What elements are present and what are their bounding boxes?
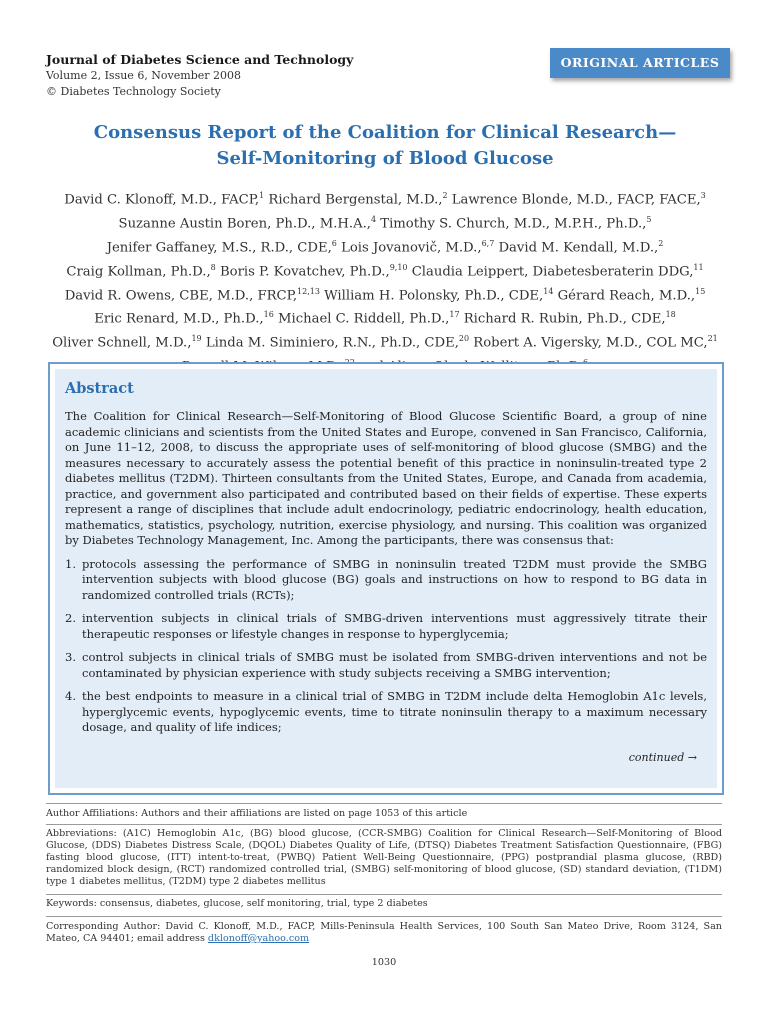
affiliation-marker: 8 — [210, 262, 216, 272]
author-name: Eric Renard, M.D., Ph.D., — [94, 311, 264, 327]
copyright-line: © Diabetes Technology Society — [46, 85, 221, 98]
affiliation-marker: 11 — [693, 262, 704, 272]
author-name: Suzanne Austin Boren, Ph.D., M.H.A., — [118, 216, 371, 232]
author-name: David M. Kendall, M.D., — [494, 240, 659, 256]
volume-line: Volume 2, Issue 6, November 2008 — [46, 69, 242, 82]
consensus-list — [65, 557, 707, 736]
abstract-box — [48, 362, 724, 795]
author-name: Lawrence Blonde, M.D., FACP, FACE, — [447, 192, 701, 208]
title-line-2: Self-Monitoring of Blood Glucose — [216, 148, 554, 169]
author-line — [30, 258, 740, 282]
journal-name: Journal of Diabetes Science and Technology — [46, 52, 354, 67]
affiliation-marker: 5 — [646, 214, 652, 224]
abstract-heading: Abstract — [65, 380, 134, 397]
author-name: Gérard Reach, M.D., — [553, 287, 696, 303]
author-line — [30, 186, 740, 210]
page-number: 1030 — [371, 957, 397, 968]
author-line — [30, 234, 740, 258]
list-item-number: 4. — [65, 689, 76, 703]
author-affiliations-note: Author Affiliations: Authors and their affiliations are listed on page 1053 of this article — [46, 808, 468, 819]
author-name: Robert A. Vigersky, M.D., COL MC, — [469, 335, 708, 351]
list-item-number: 3. — [65, 650, 76, 664]
list-item-number: 1. — [65, 556, 76, 571]
affiliation-marker: 6,7 — [481, 238, 495, 248]
author-name: Richard Bergenstal, M.D., — [264, 192, 443, 208]
continued-label: continued → — [628, 751, 697, 764]
author-name: Claudia Leippert, Diabetesberaterin DDG, — [407, 264, 694, 280]
affiliation-marker: 1 — [259, 191, 265, 200]
author-name: Timothy S. Church, M.D., M.P.H., Ph.D., — [376, 216, 647, 232]
abbreviations-note: Abbreviations: (A1C) Hemoglobin A1c, (BG) blood glucose, (CCR-SMBG) Coalition for Clinical Research—Self-Monitoring of Blood Glucose, (DDS) Diabetes Distress Scale, (DQOL) Diabetes Quality of Life, (DTSQ) Diabetes Treatment Satisfaction Questionnaire, (FBG) fasting blood glucose, (ITT) intent-to-treat, (PWBQ) Patient Well-Being Questionnaire, (PPG) postprandial plasma glucose, (RBD) randomized block design, (RCT) randomized controlled trial, (SMBG) self-monitoring of blood glucose, (SD) standard deviation, (T1DM) type 1 diabetes mellitus, (T2DM) type 2 diabetes mellitus — [46, 828, 722, 887]
article-title — [40, 120, 730, 172]
affiliation-marker: 15 — [695, 286, 706, 296]
title-line-1: Consensus Report of the Coalition for Clinical Research— — [93, 122, 677, 143]
email-link[interactable]: dklonoff@yahoo.com — [207, 933, 310, 944]
affiliation-marker: 2 — [442, 191, 448, 200]
divider — [46, 824, 722, 825]
author-name: David C. Klonoff, M.D., FACP, — [64, 192, 260, 208]
abstract-panel — [55, 369, 717, 788]
author-line — [30, 329, 740, 353]
author-name: Lois Jovanovič, M.D., — [336, 240, 482, 256]
author-line — [30, 210, 740, 234]
author-name: Oliver Schnell, M.D., — [52, 335, 192, 351]
list-item-text: control subjects in clinical trials of SMBG must be isolated from SMBG-driven interventions and not be contaminated by physician experience with study subjects receiving a SMBG intervention; — [82, 650, 707, 680]
affiliation-marker: 20 — [458, 334, 470, 344]
author-name: Linda M. Siminiero, R.N., Ph.D., CDE, — [201, 335, 459, 351]
author-line — [30, 305, 740, 329]
affiliation-marker: 18 — [665, 310, 676, 320]
affiliation-marker: 2 — [658, 238, 664, 248]
list-item — [65, 689, 707, 736]
abstract-body: The Coalition for Clinical Research—Self-Monitoring of Blood Glucose Scientific Board, a group of nine academic clinicians and scientists from the United States and Europe, convened in San Francisco, California, on June 11–12, 2008, to discuss the appropriate uses of self-monitoring of blood glucose (SMBG) and the measures necessary to accurately assess the potential benefit of this practice in noninsulin-treated type 2 diabetes mellitus (T2DM). Thirteen consultants from the United States, Europe, and Canada from academia, practice, and government also participated and contributed based on their fields of expertise. These experts represent a range of disciplines that include adult endocrinology, pediatric endocrinology, health education, mathematics, statistics, psychology, nutrition, exercise physiology, and nursing. This coalition was organized by Diabetes Technology Management, Inc. Among the participants, there was consensus that: — [65, 409, 707, 547]
affiliation-marker: 17 — [449, 310, 460, 320]
author-line — [30, 282, 740, 306]
affiliation-marker: 6 — [331, 238, 337, 248]
section-badge: ORIGINAL ARTICLES — [550, 48, 730, 78]
affiliation-marker: 21 — [707, 334, 718, 344]
list-item — [65, 611, 707, 642]
affiliation-marker: 14 — [543, 286, 554, 296]
author-name: Boris P. Kovatchev, Ph.D., — [215, 264, 390, 280]
author-name: William H. Polonsky, Ph.D., CDE, — [319, 287, 544, 303]
list-item-text: protocols assessing the performance of SMBG in noninsulin treated T2DM must provide the SMBG intervention subjects with blood glucose (BG) goals and instructions on how to respond to BG data in randomized controlled trials (RCTs); — [82, 556, 707, 602]
affiliation-marker: 4 — [371, 214, 377, 224]
affiliation-marker: 19 — [191, 334, 202, 344]
divider — [46, 894, 722, 895]
affiliation-marker: 12,13 — [297, 286, 320, 296]
list-item — [65, 557, 707, 604]
author-name: David R. Owens, CBE, M.D., FRCP, — [64, 287, 298, 303]
list-item-text: intervention subjects in clinical trials of SMBG-driven interventions must aggressively titrate their therapeutic responses or lifestyle changes in response to hyperglycemia; — [82, 611, 707, 641]
affiliation-marker: 16 — [263, 310, 274, 320]
affiliation-marker: 9,10 — [389, 262, 408, 272]
author-name: Craig Kollman, Ph.D., — [66, 264, 211, 280]
affiliation-marker: 3 — [700, 191, 706, 200]
keywords-note: Keywords: consensus, diabetes, glucose, self monitoring, trial, type 2 diabetes — [46, 898, 428, 909]
author-name: Jenifer Gaffaney, M.S., R.D., CDE, — [106, 240, 332, 256]
list-item — [65, 650, 707, 681]
correspondence-text: Corresponding Author: David C. Klonoff, M.D., FACP, Mills-Peninsula Health Services, 100 South San Mateo Drive, Room 3124, San Mateo, CA 94401; email address — [46, 921, 722, 944]
journal-header — [46, 52, 353, 100]
divider — [46, 916, 722, 917]
list-item-text: the best endpoints to measure in a clinical trial of SMBG in T2DM include delta Hemoglobin A1c levels, hyperglycemic events, hypoglycemic events, time to titrate noninsulin therapy to a maximum necessary dosage, and quality of life indices; — [82, 689, 707, 734]
author-list — [30, 186, 740, 377]
list-item-number: 2. — [65, 611, 76, 625]
author-name: Michael C. Riddell, Ph.D., — [273, 311, 450, 327]
corresponding-author-note — [46, 921, 722, 945]
author-name: Richard R. Rubin, Ph.D., CDE, — [459, 311, 666, 327]
divider — [46, 803, 722, 804]
